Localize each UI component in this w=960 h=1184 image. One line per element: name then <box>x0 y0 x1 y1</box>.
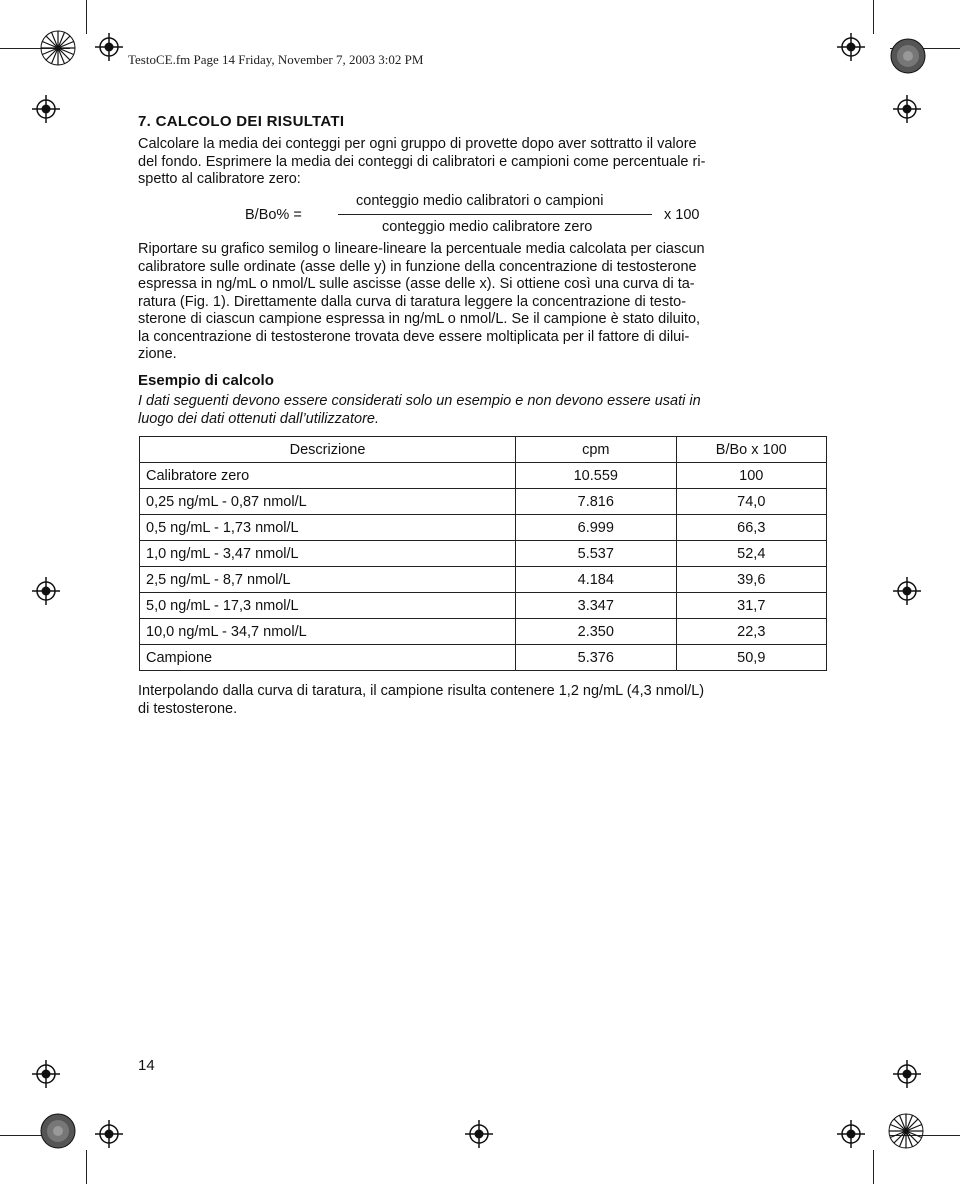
table-cell: 50,9 <box>676 645 826 671</box>
text-line: I dati seguenti devono essere considerati solo un esempio e non devono essere usati in <box>138 393 701 409</box>
header-cell: cpm <box>516 437 677 463</box>
crop-line <box>873 0 874 34</box>
table-cell: 1,0 ng/mL - 3,47 nmol/L <box>140 541 516 567</box>
text-line: zione. <box>138 346 177 362</box>
registration-target-icon <box>95 1120 123 1148</box>
text-line: la concentrazione di testosterone trovata deve essere moltiplicata per il fattore di dilui- <box>138 328 690 345</box>
table-row <box>140 541 827 567</box>
example-heading: Esempio di calcolo <box>138 372 274 389</box>
table-row <box>140 645 827 671</box>
table-cell: 5.537 <box>516 541 677 567</box>
registration-target-icon <box>465 1120 493 1148</box>
text-line: calibratore sulle ordinate (asse delle y) in funzione della concentrazione di testosterone <box>138 258 697 275</box>
table-cell: Campione <box>140 645 516 671</box>
fraction-bar <box>338 214 652 215</box>
table-header-row <box>140 437 827 463</box>
section-title: 7. CALCOLO DEI RISULTATI <box>138 113 345 130</box>
table-row <box>140 619 827 645</box>
table-cell: 52,4 <box>676 541 826 567</box>
table-cell: 31,7 <box>676 593 826 619</box>
registration-target-icon <box>893 577 921 605</box>
starburst-mark-icon <box>40 1113 76 1149</box>
registration-target-icon <box>837 1120 865 1148</box>
registration-target-icon <box>893 1060 921 1088</box>
text-line: Riportare su grafico semilog o lineare-lineare la percentuale media calcolata per ciascun <box>138 241 705 257</box>
text-line: spetto al calibratore zero: <box>138 171 301 187</box>
table-row <box>140 515 827 541</box>
table-cell: 66,3 <box>676 515 826 541</box>
registration-target-icon <box>32 577 60 605</box>
header-cell: B/Bo x 100 <box>676 437 826 463</box>
table-row <box>140 593 827 619</box>
formula-lhs: B/Bo% = <box>245 207 302 223</box>
gray-swatch-mark-icon <box>890 38 926 74</box>
registration-target-icon <box>32 95 60 123</box>
table-cell: 10.559 <box>516 463 677 489</box>
table-cell: 6.999 <box>516 515 677 541</box>
table-row <box>140 567 827 593</box>
table-cell: 0,25 ng/mL - 0,87 nmol/L <box>140 489 516 515</box>
starburst-mark-icon <box>40 30 76 66</box>
table-cell: 7.816 <box>516 489 677 515</box>
table-row <box>140 463 827 489</box>
text-line: Calcolare la media dei conteggi per ogni gruppo di provette dopo aver sottratto il valore <box>138 136 697 152</box>
table-cell: 5,0 ng/mL - 17,3 nmol/L <box>140 593 516 619</box>
text-line: Interpolando dalla curva di taratura, il campione risulta contenere 1,2 ng/mL (4,3 nmol/L) <box>138 683 705 699</box>
table-cell: 39,6 <box>676 567 826 593</box>
starburst-mark-icon <box>888 1113 924 1149</box>
results-table <box>139 436 827 671</box>
text-line: sterone di ciascun campione espressa in ng/mL o nmol/L. Se il campione è stato diluito, <box>138 311 701 327</box>
table-cell: 10,0 ng/mL - 34,7 nmol/L <box>140 619 516 645</box>
registration-target-icon <box>32 1060 60 1088</box>
text-line: ratura (Fig. 1). Direttamente dalla curva di taratura leggere la concentrazione di testo- <box>138 293 687 310</box>
formula-factor: x 100 <box>664 207 700 223</box>
procedure-paragraph <box>138 241 828 364</box>
table-cell: 2.350 <box>516 619 677 645</box>
table-cell: 5.376 <box>516 645 677 671</box>
text-line: luogo dei dati ottenuti dall’utilizzatore. <box>138 410 380 427</box>
table-cell: 74,0 <box>676 489 826 515</box>
registration-target-icon <box>95 33 123 61</box>
text-line: di testosterone. <box>138 700 238 717</box>
table-cell: 3.347 <box>516 593 677 619</box>
table-cell: 100 <box>676 463 826 489</box>
formula-numerator: conteggio medio calibratori o campioni <box>356 193 604 209</box>
text-line: del fondo. Esprimere la media dei conteggi di calibratori e campioni come percentuale ri- <box>138 153 706 170</box>
registration-target-icon <box>893 95 921 123</box>
table-cell: 2,5 ng/mL - 8,7 nmol/L <box>140 567 516 593</box>
crop-line <box>86 0 87 34</box>
document-header: TestoCE.fm Page 14 Friday, November 7, 2003 3:02 PM <box>128 52 424 67</box>
crop-line <box>86 1150 87 1184</box>
header-cell: Descrizione <box>140 437 516 463</box>
table-cell: 0,5 ng/mL - 1,73 nmol/L <box>140 515 516 541</box>
example-note <box>138 393 828 428</box>
table-cell: Calibratore zero <box>140 463 516 489</box>
table-cell: 22,3 <box>676 619 826 645</box>
table-row <box>140 489 827 515</box>
intro-paragraph <box>138 136 828 189</box>
formula-denominator: conteggio medio calibratore zero <box>382 219 593 235</box>
table-cell: 4.184 <box>516 567 677 593</box>
conclusion-paragraph <box>138 683 828 718</box>
page-number: 14 <box>138 1057 155 1074</box>
text-line: espressa in ng/mL o nmol/L sulle ascisse (asse delle x). Si ottiene così una curva di ta- <box>138 276 695 292</box>
registration-target-icon <box>837 33 865 61</box>
crop-line <box>873 1150 874 1184</box>
